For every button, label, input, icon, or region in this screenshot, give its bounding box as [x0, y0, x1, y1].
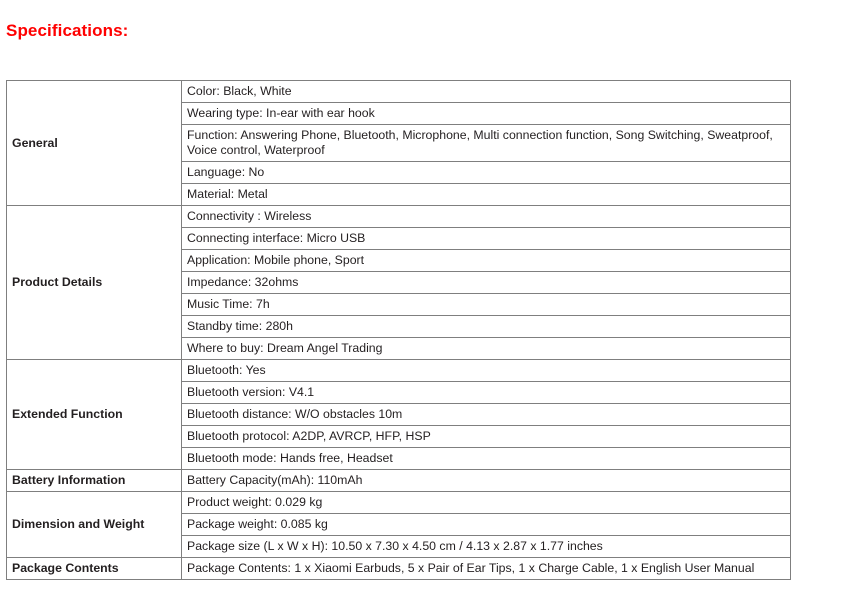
spec-category-cell: Package Contents: [7, 558, 182, 580]
spec-value-cell: Product weight: 0.029 kg: [182, 492, 791, 514]
specifications-table: [6, 80, 791, 580]
spec-value-cell: Bluetooth version: V4.1: [182, 382, 791, 404]
specifications-table-body: [7, 81, 791, 580]
spec-value-cell: Bluetooth distance: W/O obstacles 10m: [182, 404, 791, 426]
table-row: [7, 470, 791, 492]
spec-value-cell: Material: Metal: [182, 184, 791, 206]
spec-value-cell: Bluetooth protocol: A2DP, AVRCP, HFP, HSP: [182, 426, 791, 448]
spec-value-cell: Standby time: 280h: [182, 316, 791, 338]
spec-value-cell: Where to buy: Dream Angel Trading: [182, 338, 791, 360]
spec-category-cell: Dimension and Weight: [7, 492, 182, 558]
table-row: [7, 81, 791, 103]
table-row: [7, 206, 791, 228]
spec-value-cell: Package weight: 0.085 kg: [182, 514, 791, 536]
spec-category-cell: Battery Information: [7, 470, 182, 492]
spec-value-cell: Connecting interface: Micro USB: [182, 228, 791, 250]
spec-value-cell: Function: Answering Phone, Bluetooth, Microphone, Multi connection function, Song Switching, Sweatproof, Voice control, Waterproof: [182, 125, 791, 162]
spec-category-cell: Product Details: [7, 206, 182, 360]
spec-value-cell: Color: Black, White: [182, 81, 791, 103]
spec-value-cell: Bluetooth: Yes: [182, 360, 791, 382]
spec-value-cell: Wearing type: In-ear with ear hook: [182, 103, 791, 125]
table-row: [7, 360, 791, 382]
spec-value-cell: Battery Capacity(mAh): 110mAh: [182, 470, 791, 492]
spec-value-cell: Application: Mobile phone, Sport: [182, 250, 791, 272]
spec-value-cell: Music Time: 7h: [182, 294, 791, 316]
spec-value-cell: Impedance: 32ohms: [182, 272, 791, 294]
spec-value-cell: Connectivity : Wireless: [182, 206, 791, 228]
spec-value-cell: Package size (L x W x H): 10.50 x 7.30 x 4.50 cm / 4.13 x 2.87 x 1.77 inches: [182, 536, 791, 558]
page-title: Specifications:: [6, 21, 129, 40]
table-row: [7, 492, 791, 514]
table-row: [7, 558, 791, 580]
spec-category-cell: General: [7, 81, 182, 206]
spec-value-cell: Bluetooth mode: Hands free, Headset: [182, 448, 791, 470]
spec-value-cell: Language: No: [182, 162, 791, 184]
spec-category-cell: Extended Function: [7, 360, 182, 470]
spec-value-cell: Package Contents: 1 x Xiaomi Earbuds, 5 x Pair of Ear Tips, 1 x Charge Cable, 1 x English User Manual: [182, 558, 791, 580]
